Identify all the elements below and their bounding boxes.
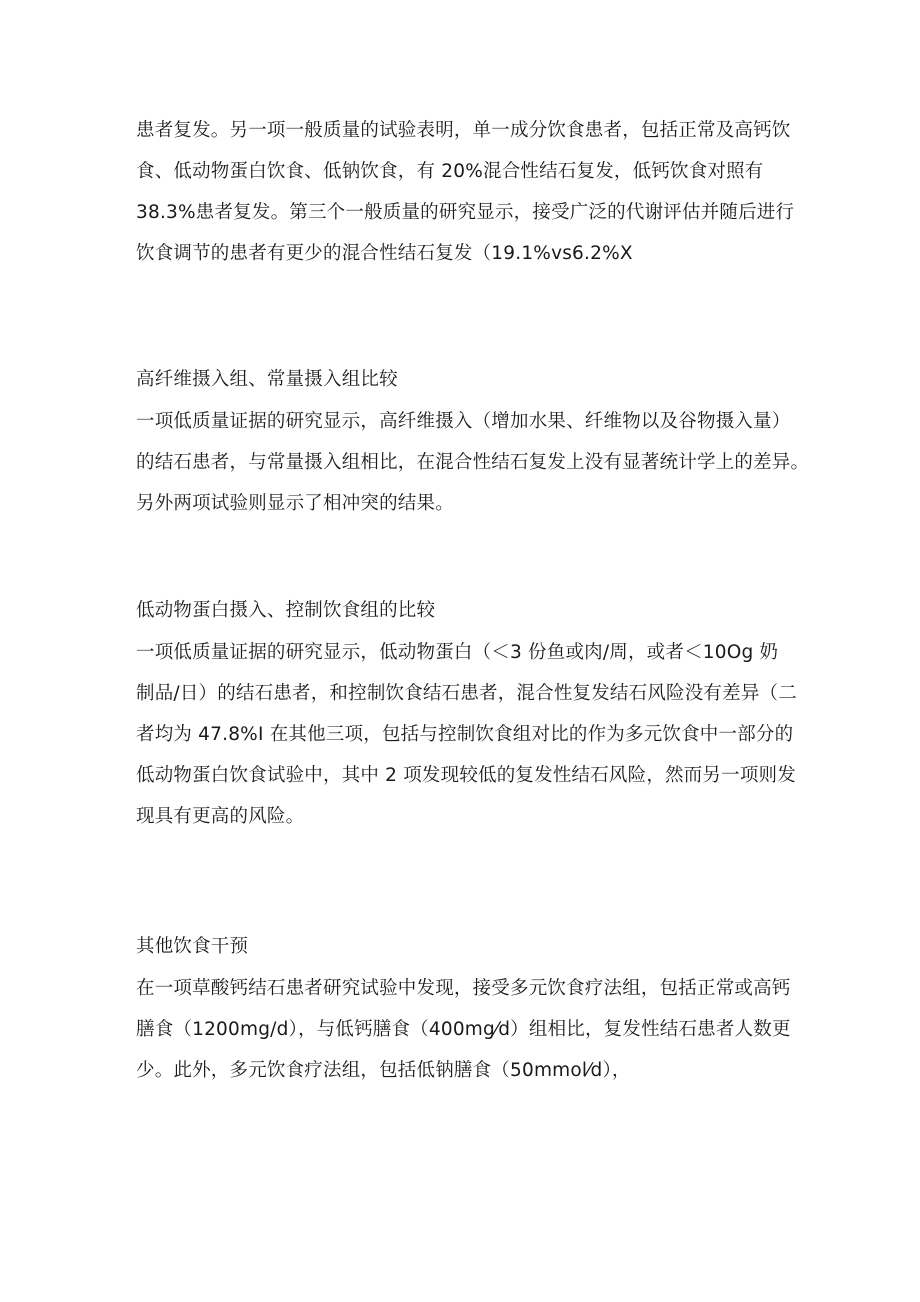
section-heading: 其他饮食干预 (136, 936, 249, 957)
paragraph-low-animal-protein (136, 632, 816, 837)
section-heading-high-fiber (136, 359, 816, 400)
text-line: 者均为 47.8%I 在其他三项，包括与控制饮食组对比的作为多元饮食中一部分的 (136, 724, 794, 745)
section-heading-other-diet (136, 926, 816, 967)
text-line: 食、低动物蛋白饮食、低钠饮食，有 20%混合性结石复发，低钙饮食对照有 (136, 161, 764, 182)
text-line: 现具有更高的风险。 (136, 806, 305, 827)
paragraph-high-fiber (136, 401, 816, 524)
text-line: 一项低质量证据的研究显示，低动物蛋白（＜3 份鱼或肉/周，或者＜10Og 奶 (136, 642, 779, 663)
text-line: 38.3%患者复发。第三个一般质量的研究显示，接受广泛的代谢评估并随后进行 (136, 202, 795, 223)
text-line: 少。此外，多元饮食疗法组，包括低钠膳食（50mmol⁄d）， (136, 1060, 631, 1081)
section-heading: 高纤维摄入组、常量摄入组比较 (136, 369, 398, 390)
paragraph-recurrence-results (136, 110, 816, 274)
section-heading-low-animal-protein (136, 590, 816, 631)
text-line: 制品/日）的结石患者，和控制饮食结石患者，混合性复发结石风险没有差异（二 (136, 683, 797, 704)
text-line: 低动物蛋白饮食试验中，其中 2 项发现较低的复发性结石风险，然而另一项则发 (136, 765, 796, 786)
text-line: 在一项草酸钙结石患者研究试验中发现，接受多元饮食疗法组，包括正常或高钙 (136, 978, 791, 999)
text-line: 膳食（1200mg/d），与低钙膳食（400mg⁄d）组相比，复发性结石患者人数更 (136, 1019, 791, 1040)
text-line: 一项低质量证据的研究显示，高纤维摄入（增加水果、纤维物以及谷物摄入量） (136, 411, 791, 432)
text-line: 另外两项试验则显示了相冲突的结果。 (136, 493, 454, 514)
text-line: 的结石患者，与常量摄入组相比，在混合性结石复发上没有显著统计学上的差异。 (136, 452, 810, 473)
section-heading: 低动物蛋白摄入、控制饮食组的比较 (136, 600, 436, 621)
paragraph-other-diet (136, 968, 816, 1091)
text-line: 患者复发。另一项一般质量的试验表明，单一成分饮食患者，包括正常及高钙饮 (136, 120, 791, 141)
text-line: 饮食调节的患者有更少的混合性结石复发（19.1%vs6.2%X (136, 243, 633, 264)
